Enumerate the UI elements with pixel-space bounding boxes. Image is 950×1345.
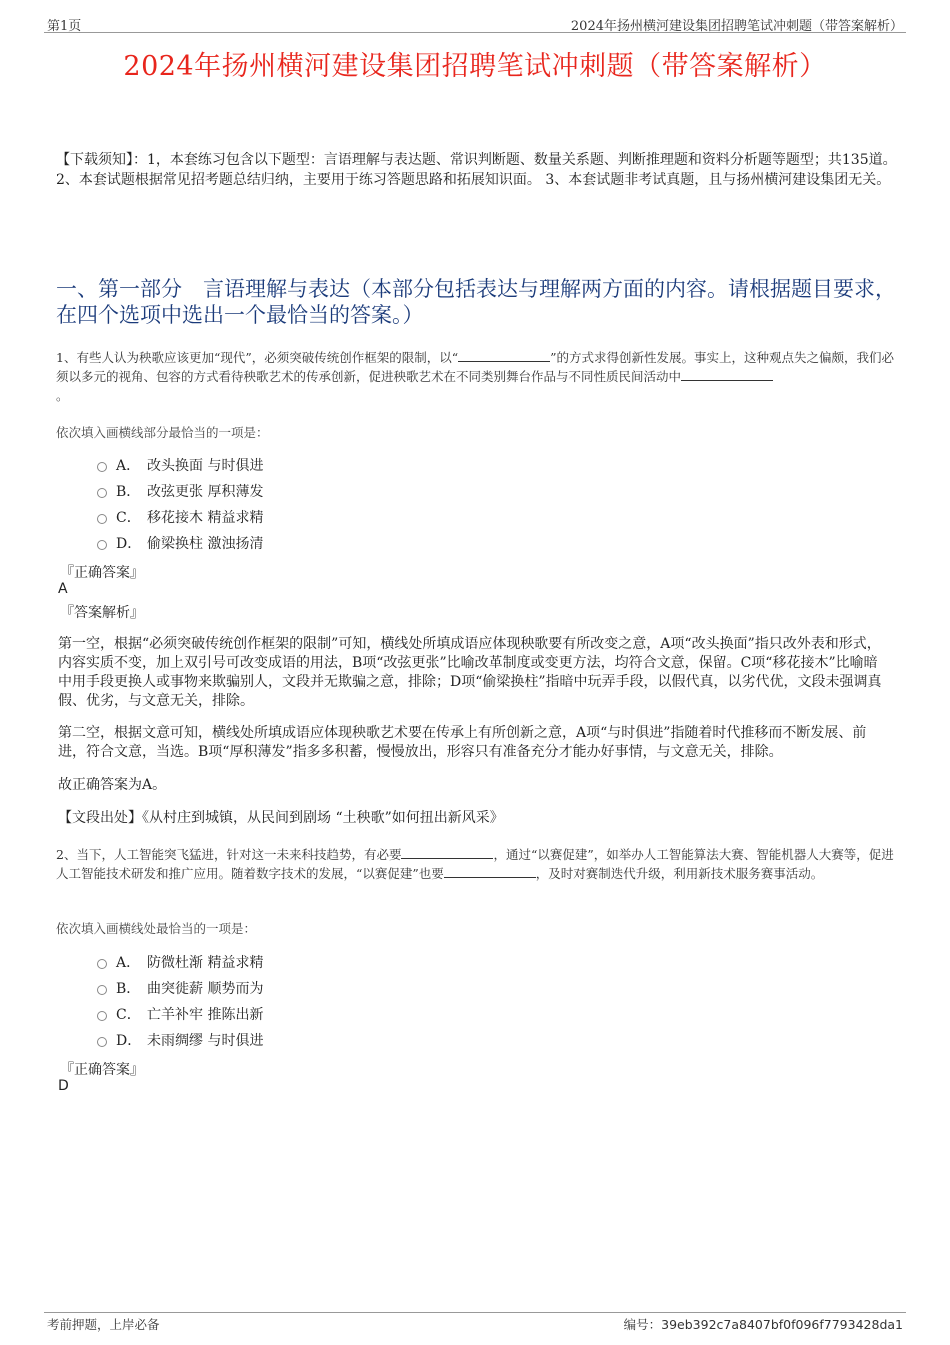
- answer-blank: [444, 865, 536, 878]
- radio-icon[interactable]: [97, 985, 107, 995]
- download-notice: 【下载须知】：1，本套练习包含以下题型：言语理解与表达题、常识判断题、数量关系题、判断推理题和资料分析题等题型；共135道。 2、本套试题根据常见招考题总结归纳，主要用于练习答题思路和拓展知识面。 3、本套试题非考试真题，且与扬州横河建设集团无关。: [56, 152, 897, 188]
- option-c[interactable]: [97, 1001, 497, 1027]
- question-1-options: [97, 452, 497, 556]
- answer-blank: [401, 846, 493, 859]
- option-letter: D．: [116, 536, 142, 552]
- header-divider: [44, 32, 906, 33]
- option-text: 改头换面 与时俱进: [147, 458, 264, 474]
- question-1-text-part-c: 。: [56, 388, 69, 403]
- option-d[interactable]: [97, 1027, 497, 1053]
- answer-blank: [458, 349, 550, 362]
- option-letter: C．: [116, 510, 141, 526]
- analysis-conclusion: 故正确答案为A。: [58, 777, 167, 793]
- code-label: 编号：: [623, 1317, 662, 1332]
- radio-icon[interactable]: [97, 959, 107, 969]
- radio-icon[interactable]: [97, 1011, 107, 1021]
- footer-slogan: 考前押题，上岸必备: [47, 1317, 160, 1332]
- option-a[interactable]: [97, 452, 497, 478]
- question-2-text-part-c: ，及时对赛制迭代升级，利用新技术服务赛事活动。: [535, 866, 824, 881]
- question-2-text-part-b: ，通过“以赛促建”，如举办人工智能算法大赛、智能机器人大赛等，促进人工智能技术研发和推广应用。随着数字技术的发展，“以赛促建”也要: [56, 847, 894, 881]
- analysis-paragraph-1: 第一空，根据“必须突破传统创作框架的限制”可知，横线处所填成语应体现秧歌要有所改变之意，A项“改头换面”指只改外表和形式，内容实质不变，加上双引号可改变成语的用法，B项“改弦更张”比喻改革制度或变更方法，均符合文意，保留。C项“移花接木”比喻暗中用手段更换人或事物来欺骗别人，文段并无欺骗之意，排除；D项“偷梁换柱”指暗中玩弄手段，以假代真，以劣代优，文段未强调真假、优劣，与文意无关，排除。: [58, 636, 882, 709]
- option-b[interactable]: [97, 478, 497, 504]
- document-code: [624, 1315, 903, 1333]
- correct-answer: D: [58, 1078, 69, 1094]
- radio-icon[interactable]: [97, 514, 107, 524]
- radio-icon[interactable]: [97, 540, 107, 550]
- page-title: 2024年扬州横河建设集团招聘笔试冲刺题（带答案解析）: [123, 51, 827, 82]
- option-letter: A．: [116, 955, 141, 971]
- option-d[interactable]: [97, 530, 497, 556]
- option-a[interactable]: [97, 949, 497, 975]
- radio-icon[interactable]: [97, 462, 107, 472]
- running-header-title: 2024年扬州横河建设集团招聘笔试冲刺题（带答案解析）: [570, 19, 903, 34]
- option-text: 防微杜渐 精益求精: [147, 955, 264, 971]
- option-text: 曲突徙薪 顺势而为: [147, 981, 264, 997]
- radio-icon[interactable]: [97, 1037, 107, 1047]
- option-text: 移花接木 精益求精: [147, 510, 264, 526]
- option-letter: A．: [116, 458, 141, 474]
- answer-analysis-label: 『答案解析』: [60, 605, 144, 621]
- option-letter: C．: [116, 1007, 141, 1023]
- question-2-options: [97, 949, 497, 1053]
- radio-icon[interactable]: [97, 488, 107, 498]
- option-letter: B．: [116, 484, 141, 500]
- question-2-text: [56, 845, 902, 883]
- option-text: 未雨绸缪 与时俱进: [147, 1033, 264, 1049]
- option-c[interactable]: [97, 504, 497, 530]
- option-letter: B．: [116, 981, 141, 997]
- source-citation: 【文段出处】《从村庄到城镇，从民间到剧场 “土秧歌”如何扭出新风采》: [58, 810, 504, 826]
- question-2-text-part-a: 2、当下，人工智能突飞猛进，针对这一未来科技趋势，有必要: [56, 847, 402, 862]
- option-text: 改弦更张 厚积薄发: [147, 484, 264, 500]
- correct-answer: A: [58, 581, 68, 597]
- option-text: 偷梁换柱 激浊扬清: [147, 536, 264, 552]
- question-1-text: [56, 348, 902, 405]
- question-1-instruction: 依次填入画横线部分最恰当的一项是：: [56, 425, 269, 440]
- option-text: 亡羊补牢 推陈出新: [147, 1007, 264, 1023]
- option-letter: D．: [116, 1033, 142, 1049]
- analysis-paragraph-2: 第二空，根据文意可知，横线处所填成语应体现秧歌艺术要在传承上有所创新之意，A项“与时俱进”指随着时代推移而不断发展、前进，符合文意，当选。B项“厚积薄发”指多多积蓄，慢慢放出，形容只有准备充分才能办好事情，与文意无关，排除。: [58, 725, 867, 760]
- section-heading: 一、第一部分 言语理解与表达（本部分包括表达与理解两方面的内容。请根据题目要求，在四个选项中选出一个最恰当的答案。）: [56, 277, 896, 327]
- page-number: 第1页: [47, 19, 82, 34]
- correct-answer-label: 『正确答案』: [60, 1062, 144, 1078]
- code-value: 39eb392c7a8407bf0f096f7793428da1: [661, 1317, 903, 1332]
- question-2-instruction: 依次填入画横线处最恰当的一项是：: [56, 921, 257, 936]
- question-1-text-part-b: ”的方式求得创新性发展。事实上，这种观点失之偏颇，我们必须以多元的视角、包容的方式看待秧歌艺术的传承创新，促进秧歌艺术在不同类别舞台作品与不同性质民间活动中: [56, 350, 895, 384]
- footer-divider: [44, 1312, 906, 1313]
- answer-blank: [681, 368, 773, 381]
- option-b[interactable]: [97, 975, 497, 1001]
- correct-answer-label: 『正确答案』: [60, 565, 144, 581]
- question-1-text-part-a: 1、有些人认为秧歌应该更加“现代”，必须突破传统创作框架的限制，以“: [56, 350, 459, 365]
